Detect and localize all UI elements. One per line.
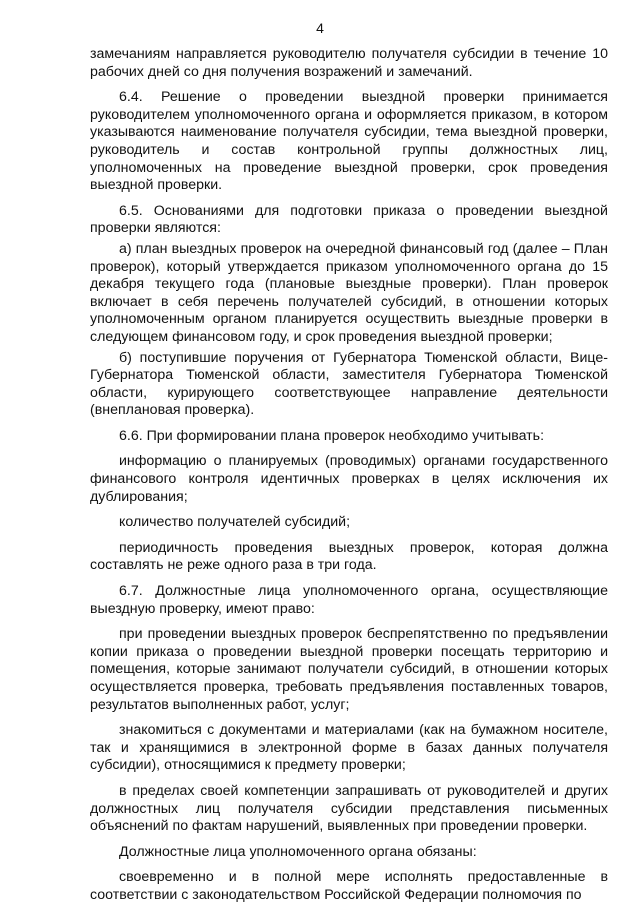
paragraph-6-6-item-1: информацию о планируемых (проводимых) органами государственного финансового контроля идентичных проверках в целях исключения их дублирования; (90, 453, 608, 505)
paragraph-6-7-item-2: знакомиться с документами и материалами (как на бумажном носителе, так и хранящимися в электронной форме в базах данных получателя субсидии), относящимися к предмету проверки; (90, 722, 608, 774)
paragraph-6-4: 6.4. Решение о проведении выездной проверки принимается руководителем уполномоченного органа и оформляется приказом, в котором указываются наименование получателя субсидии, тема выездной проверки, руководитель и состав контрольной группы должностных лиц, уполномоченных на проведение выездной проверки, срок проведения выездной проверки. (90, 89, 608, 194)
paragraph-6-7-item-3: в пределах своей компетенции запрашивать от руководителей и других должностных лиц получателя субсидии представления письменных объяснений по фактам нарушений, выявленных при проведении проверки. (90, 782, 608, 835)
paragraph-continuation: замечаниям направляется руководителю получателя субсидии в течение 10 рабочих дней со дня получения возражений и замечаний. (90, 46, 608, 80)
paragraph-6-7: 6.7. Должностные лица уполномоченного органа, осуществляющие выездную проверку, имеют право: (90, 583, 608, 617)
page-number: 4 (316, 20, 324, 36)
paragraph-6-6: 6.6. При формировании плана проверок необходимо учитывать: (119, 427, 545, 444)
paragraph-6-5: 6.5. Основаниями для подготовки приказа о проведении выездной проверки являются: (90, 202, 608, 237)
paragraph-6-5-a: а) план выездных проверок на очередной финансовый год (далее – План проверок), который утверждается приказом уполномоченного органа до 15 декабря текущего года (плановые выездные проверки). План проверок включает в себя перечень получателей субсидий, в отношении которых уполномоченным органом планируется осуществить выездные проверки в следующем финансовом году, и срок проведения выездной проверки; (90, 240, 608, 345)
paragraph-6-7-item-1: при проведении выездных проверок беспрепятственно по предъявлении копии приказа о проведении выездной проверки посещать территорию и помещения, которые занимают получатели субсидий, в отношении которых осуществляется проверка, требовать предъявления поставленных товаров, результатов выполненных работ, услуг; (90, 626, 608, 713)
paragraph-6-6-item-2: количество получателей субсидий; (119, 514, 351, 531)
paragraph-6-5-b: б) поступившие поручения от Губернатора Тюменской области, Вице-Губернатора Тюменской области, заместителя Губернатора Тюменской области, курирующего соответствующее направление деятельности (внеплановая проверка). (90, 349, 608, 419)
paragraph-obligations-item-1: своевременно и в полной мере исполнять предоставленные в соответствии с законодательством Российской Федерации полномочия по (90, 869, 608, 903)
document-body (90, 46, 608, 913)
paragraph-6-6-item-3: периодичность проведения выездных проверок, которая должна составлять не реже одного раза в три года. (90, 539, 608, 574)
paragraph-obligations: Должностные лица уполномоченного органа обязаны: (119, 843, 477, 860)
